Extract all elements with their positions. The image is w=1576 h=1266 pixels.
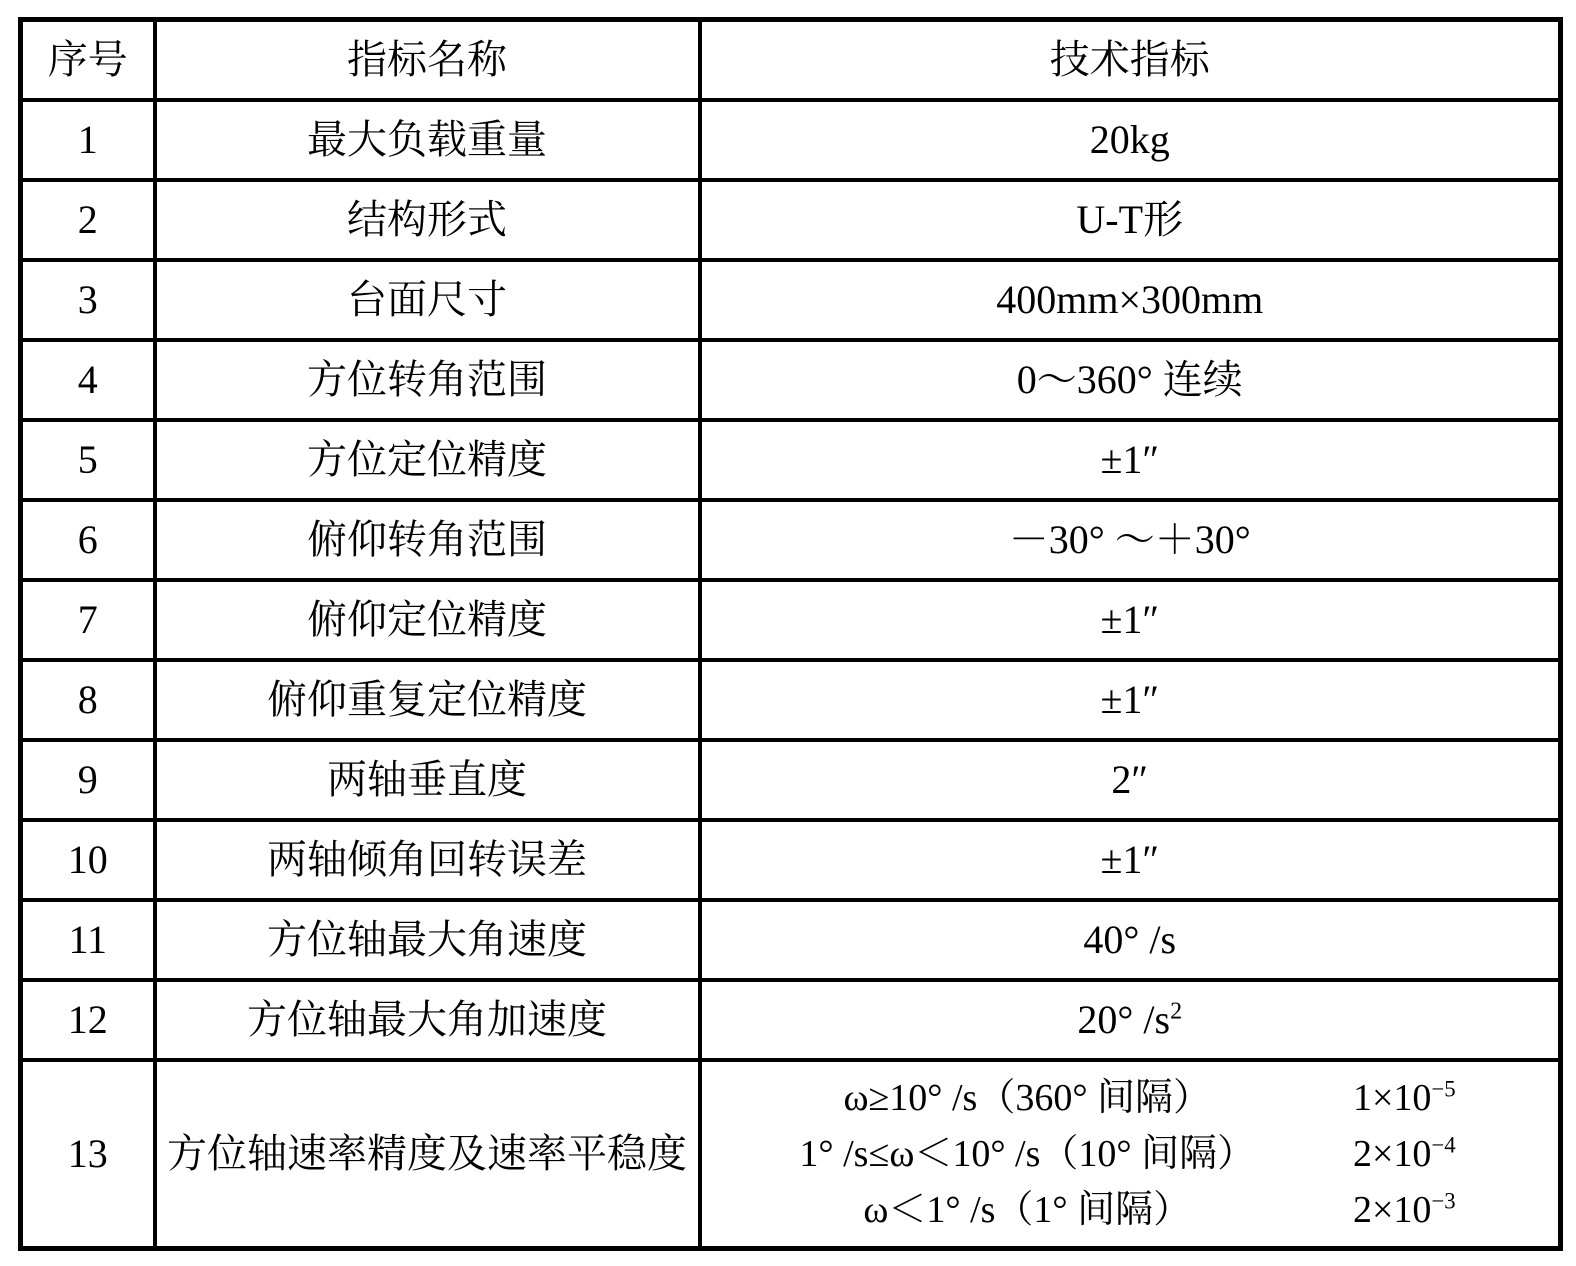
speed-value: $2\times 10^{-4}$ bbox=[1353, 1131, 1456, 1175]
table-row bbox=[21, 740, 1561, 820]
row-number-cell: 5 bbox=[21, 420, 155, 500]
spec-value-cell: 40° /s bbox=[700, 900, 1561, 980]
table-row bbox=[21, 100, 1561, 180]
row-number-cell: 2 bbox=[21, 180, 155, 260]
indicator-name-cell: 方位轴速率精度及速率平稳度 bbox=[155, 1060, 700, 1249]
row-number-cell: 8 bbox=[21, 660, 155, 740]
table-row bbox=[21, 420, 1561, 500]
technical-specs-table bbox=[18, 17, 1563, 1251]
indicator-name-cell: 台面尺寸 bbox=[155, 260, 700, 340]
indicator-name-cell: 方位轴最大角加速度 bbox=[155, 980, 700, 1060]
spec-value-cell: U-T形 bbox=[700, 180, 1561, 260]
row-number-cell: 4 bbox=[21, 340, 155, 420]
table-row bbox=[21, 980, 1561, 1060]
speed-condition: 1° /s≤ω＜10° /s（10° 间隔） bbox=[799, 1132, 1256, 1175]
row-number-cell: 11 bbox=[21, 900, 155, 980]
exponent: −4 bbox=[1431, 1131, 1456, 1157]
indicator-name-cell: 结构形式 bbox=[155, 180, 700, 260]
table-row bbox=[21, 820, 1561, 900]
spec-value-cell: 2″ bbox=[700, 740, 1561, 820]
row-number-cell: 1 bbox=[21, 100, 155, 180]
speed-condition: ω≥10° /s（360° 间隔） bbox=[843, 1076, 1212, 1119]
indicator-name-cell: 方位轴最大角速度 bbox=[155, 900, 700, 980]
table-row bbox=[21, 500, 1561, 580]
spec-value-base: 20° /s bbox=[1077, 996, 1171, 1042]
indicator-name-cell: 方位转角范围 bbox=[155, 340, 700, 420]
spec-value-cell: ±1″ bbox=[700, 660, 1561, 740]
table-row bbox=[21, 180, 1561, 260]
spec-value-cell: 20kg bbox=[700, 100, 1561, 180]
table-row bbox=[21, 900, 1561, 980]
table-row bbox=[21, 260, 1561, 340]
table-row bbox=[21, 1060, 1561, 1249]
header-row bbox=[21, 20, 1561, 100]
speed-value: $1\times 10^{-5}$ bbox=[1353, 1075, 1456, 1119]
speed-spec-line bbox=[702, 1070, 1559, 1126]
indicator-name-cell: 俯仰重复定位精度 bbox=[155, 660, 700, 740]
row-number-cell: 9 bbox=[21, 740, 155, 820]
spec-value-cell bbox=[700, 1060, 1561, 1249]
spec-value-cell: 400mm×300mm bbox=[700, 260, 1561, 340]
indicator-name-cell: 俯仰转角范围 bbox=[155, 500, 700, 580]
speed-value: $2\times 10^{-3}$ bbox=[1353, 1187, 1456, 1231]
header-serial-number: 序号 bbox=[21, 20, 155, 100]
exponent: 2 bbox=[1170, 998, 1183, 1025]
row-number-cell: 6 bbox=[21, 500, 155, 580]
table-row bbox=[21, 580, 1561, 660]
spec-value-cell: 0～360° 连续 bbox=[700, 340, 1561, 420]
row-number-cell: 10 bbox=[21, 820, 155, 900]
spec-value-cell: ±1″ bbox=[700, 420, 1561, 500]
spec-value-cell: ±1″ bbox=[700, 820, 1561, 900]
speed-spec-line bbox=[702, 1126, 1559, 1182]
spec-value-cell: －30° ～＋30° bbox=[700, 500, 1561, 580]
spec-value-cell bbox=[700, 980, 1561, 1060]
indicator-name-cell: 两轴倾角回转误差 bbox=[155, 820, 700, 900]
speed-condition: ω＜1° /s（1° 间隔） bbox=[863, 1188, 1192, 1231]
exponent: −3 bbox=[1431, 1187, 1456, 1213]
header-indicator-name: 指标名称 bbox=[155, 20, 700, 100]
header-technical-spec: 技术指标 bbox=[700, 20, 1561, 100]
row-number-cell: 3 bbox=[21, 260, 155, 340]
technical-specs-table-container bbox=[18, 17, 1563, 1251]
spec-value-cell: ±1″ bbox=[700, 580, 1561, 660]
table-row bbox=[21, 660, 1561, 740]
indicator-name-cell: 两轴垂直度 bbox=[155, 740, 700, 820]
row-number-cell: 7 bbox=[21, 580, 155, 660]
exponent: −5 bbox=[1431, 1075, 1456, 1101]
indicator-name-cell: 最大负载重量 bbox=[155, 100, 700, 180]
table-row bbox=[21, 340, 1561, 420]
speed-spec-line bbox=[702, 1182, 1559, 1238]
indicator-name-cell: 方位定位精度 bbox=[155, 420, 700, 500]
row-number-cell: 12 bbox=[21, 980, 155, 1060]
row-number-cell: 13 bbox=[21, 1060, 155, 1249]
indicator-name-cell: 俯仰定位精度 bbox=[155, 580, 700, 660]
